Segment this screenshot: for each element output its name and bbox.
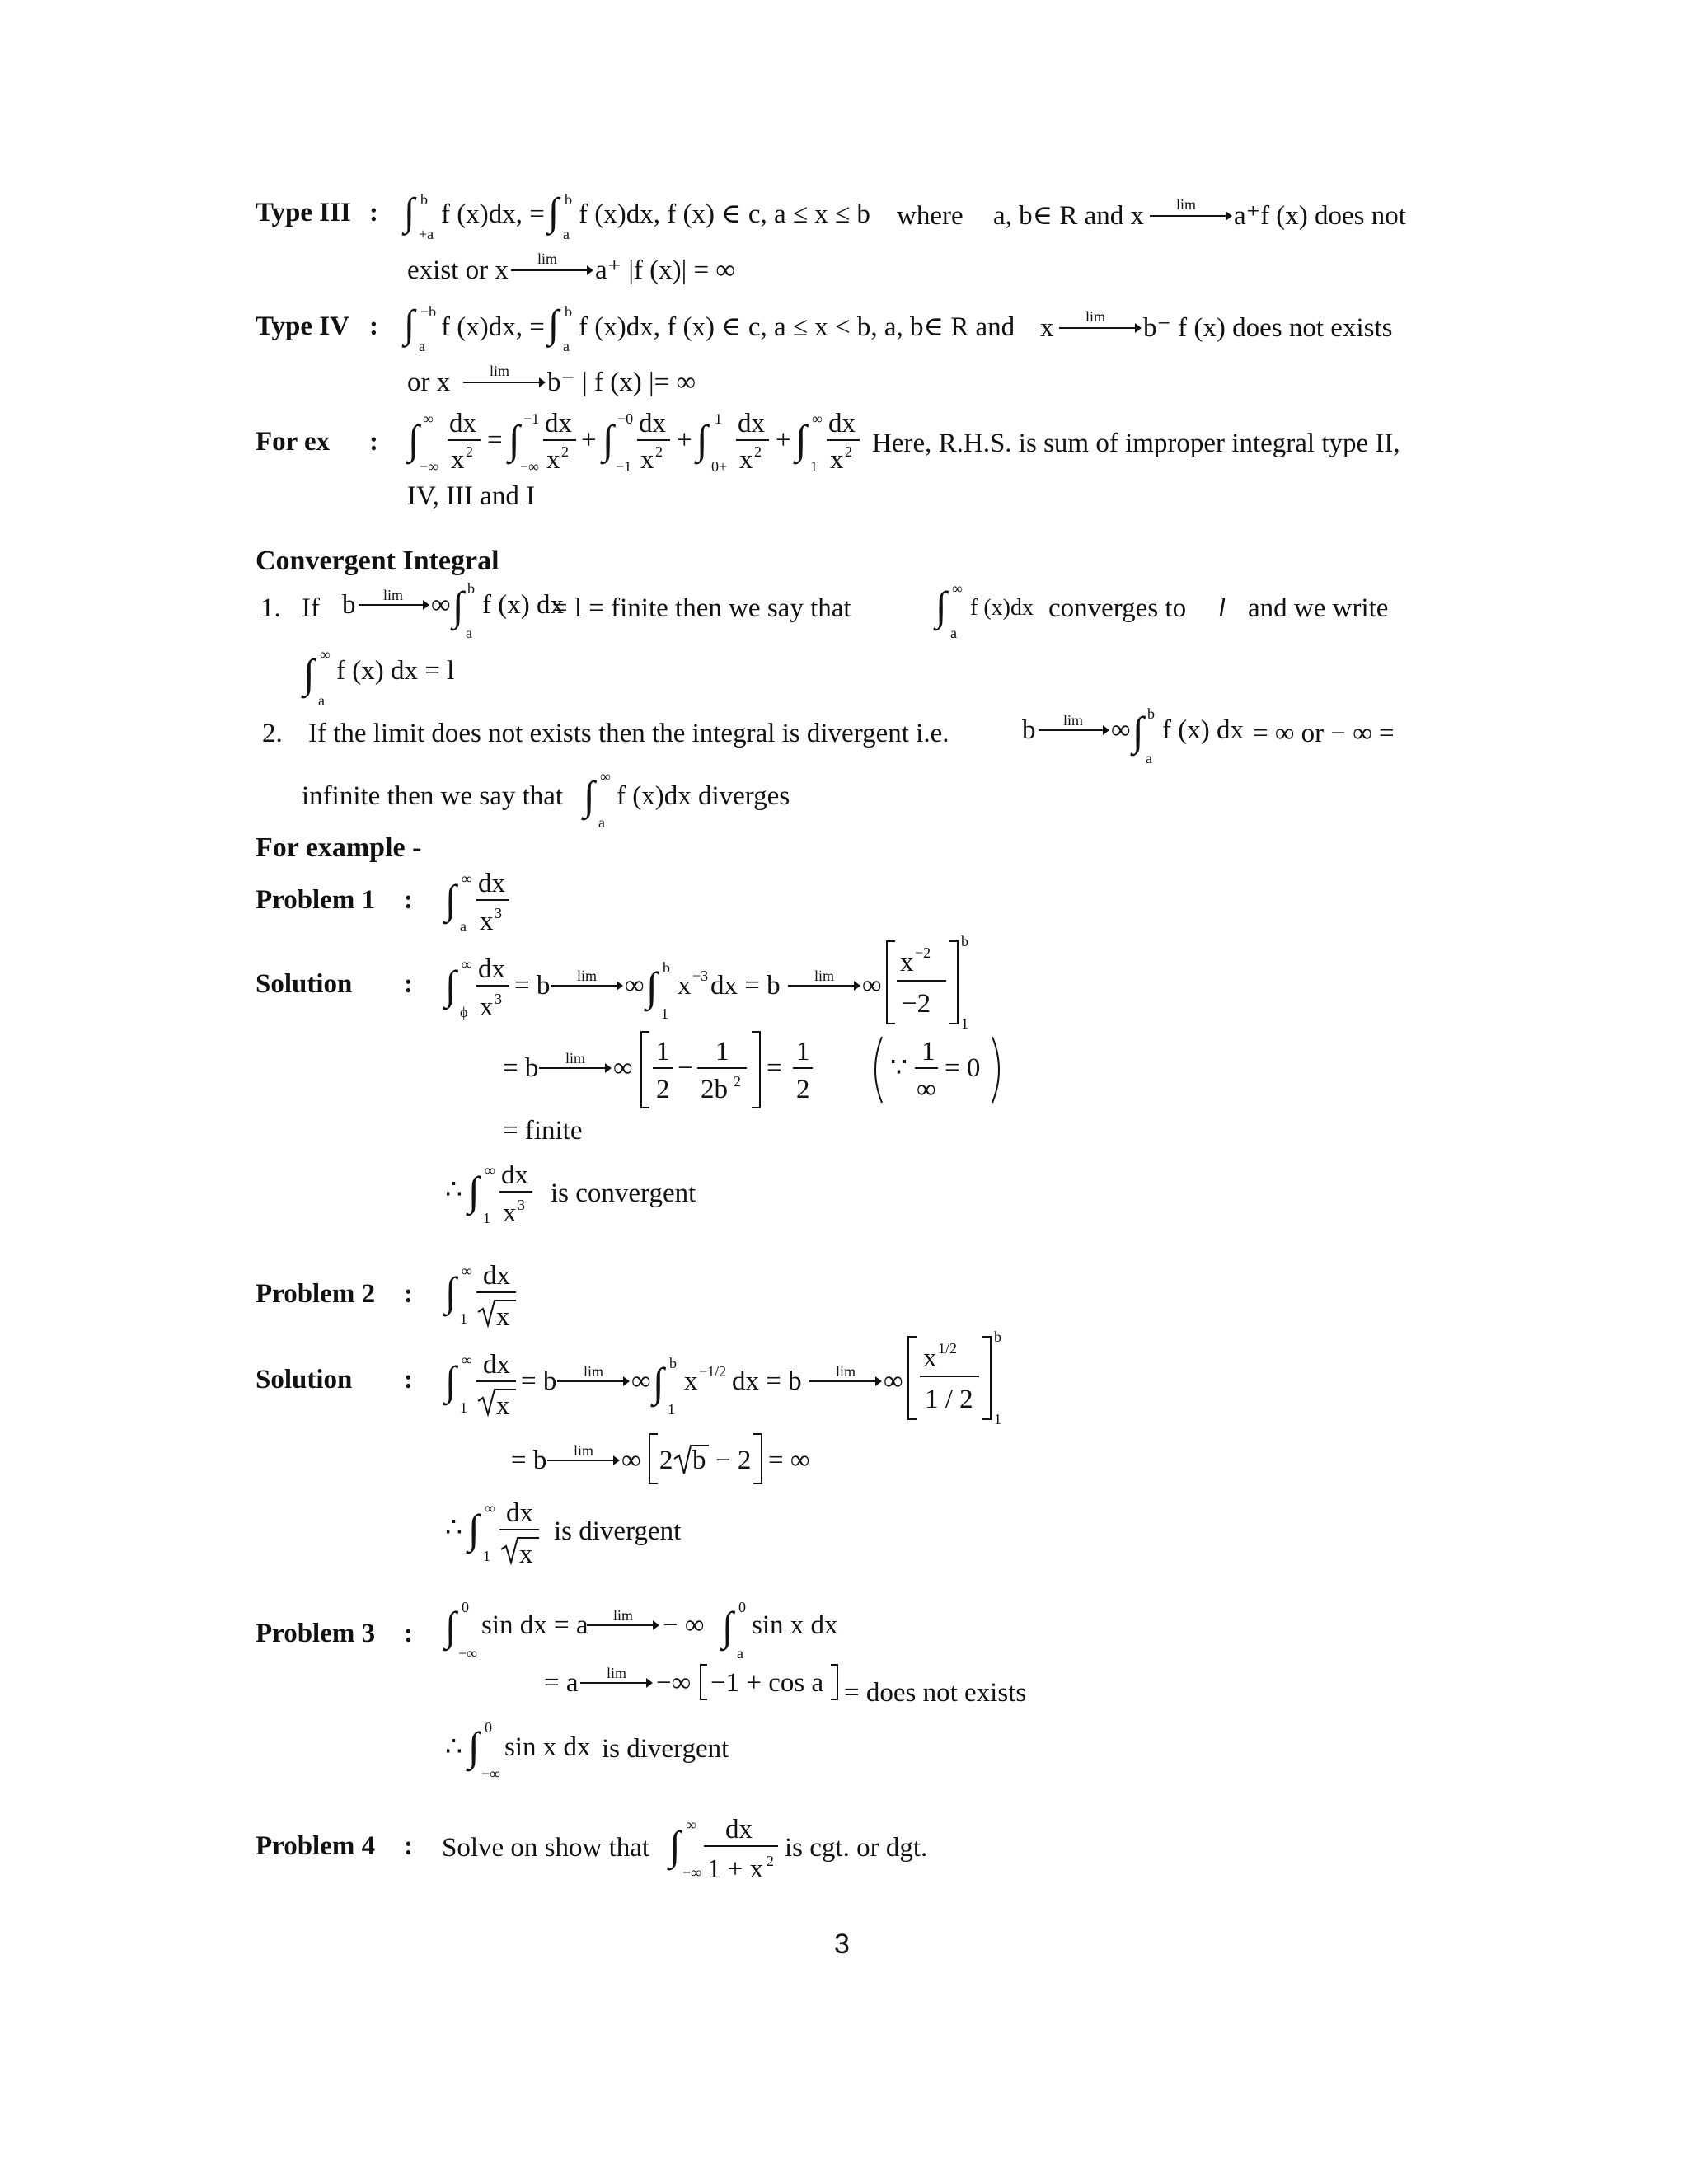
- svg-text:f (x) dx: f (x) dx: [1162, 715, 1244, 745]
- svg-text:3: 3: [495, 905, 502, 921]
- svg-text:0: 0: [738, 1599, 746, 1615]
- svg-text:−1: −1: [616, 458, 632, 475]
- problem1-integral: [445, 862, 544, 941]
- svg-text:= 0: = 0: [945, 1053, 981, 1083]
- type4-line2b: b⁻ | f (x) |= ∞: [547, 368, 696, 397]
- svg-text:∫: ∫: [445, 1603, 457, 1649]
- svg-text:a: a: [460, 918, 467, 935]
- svg-text:∫: ∫: [445, 1357, 457, 1404]
- svg-text:x: x: [519, 1540, 533, 1569]
- svg-text:∞: ∞: [631, 1366, 651, 1396]
- svg-text:∫: ∫: [408, 416, 420, 462]
- type4-line2a: or x: [407, 368, 451, 397]
- svg-text:1: 1: [656, 1037, 670, 1066]
- svg-text:dx: dx: [545, 409, 572, 438]
- svg-text:lim: lim: [574, 1442, 594, 1459]
- svg-text:x: x: [923, 1343, 937, 1373]
- svg-text:−: −: [678, 1053, 693, 1083]
- svg-text:lim: lim: [584, 1363, 604, 1380]
- svg-text:dx: dx: [483, 1350, 510, 1380]
- svg-text:∞: ∞: [952, 580, 963, 597]
- svg-text:−1: −1: [523, 410, 540, 427]
- svg-text:x: x: [496, 1302, 510, 1332]
- svg-text:∞: ∞: [1111, 715, 1131, 745]
- svg-text:b: b: [565, 303, 572, 320]
- svg-text:=: =: [487, 425, 503, 455]
- svg-text:lim: lim: [607, 1665, 627, 1681]
- svg-text:∫: ∫: [669, 1822, 681, 1868]
- item1-result: f (x) dx = l: [336, 656, 455, 686]
- examples-heading: For example -: [256, 832, 422, 863]
- svg-text:∫: ∫: [468, 1506, 480, 1552]
- svg-text:lim: lim: [383, 587, 404, 603]
- type3-lim-arrow-2: [511, 251, 593, 284]
- svg-text:a: a: [563, 226, 570, 242]
- svg-text:∫: ∫: [696, 416, 708, 462]
- svg-text:1: 1: [921, 1037, 935, 1066]
- svg-text:x: x: [900, 948, 914, 977]
- type3-colon: :: [369, 198, 378, 227]
- item1-text2: converges to: [1048, 593, 1187, 623]
- svg-text:1: 1: [810, 458, 818, 475]
- svg-text:∴: ∴: [445, 1175, 462, 1205]
- svg-text:lim: lim: [537, 251, 558, 267]
- svg-text:dx: dx: [639, 409, 666, 438]
- problem2-conclusion: is divergent: [554, 1516, 682, 1546]
- svg-text:∴: ∴: [445, 1732, 462, 1762]
- type4-after: b⁻ f (x) does not exists: [1143, 313, 1393, 343]
- svg-text:f (x)dx: f (x)dx: [970, 595, 1034, 621]
- svg-text:a: a: [1146, 750, 1152, 766]
- svg-text:∫: ∫: [935, 583, 947, 629]
- svg-text:1: 1: [460, 1399, 467, 1416]
- problem2-solution-label: Solution: [256, 1365, 353, 1394]
- problem2-label: Problem 2: [256, 1279, 376, 1309]
- svg-text:∫: ∫: [445, 962, 457, 1008]
- svg-text:lim: lim: [1176, 196, 1197, 213]
- svg-text:−b: −b: [420, 303, 437, 320]
- type4-formula: [404, 300, 1030, 358]
- svg-text:2: 2: [466, 443, 473, 460]
- svg-text:x: x: [830, 445, 844, 475]
- svg-text:a: a: [318, 692, 325, 709]
- svg-text:dx: dx: [478, 954, 505, 984]
- problem1-solution-label: Solution: [256, 969, 353, 999]
- type4-lim-arrow: [1059, 308, 1142, 341]
- svg-text:−∞: −∞: [458, 1645, 477, 1661]
- svg-text:−3: −3: [692, 968, 709, 984]
- problem2-conclusion-integral: [445, 1492, 552, 1574]
- svg-text:−∞: −∞: [481, 1765, 500, 1782]
- svg-text:lim: lim: [565, 1050, 586, 1066]
- svg-text:1: 1: [483, 1548, 490, 1564]
- svg-text:−∞: −∞: [656, 1668, 692, 1698]
- type3-cond: a, b∈ R and x: [993, 201, 1144, 231]
- forex-note2: IV, III and I: [407, 481, 536, 511]
- svg-text:lim: lim: [1085, 308, 1106, 325]
- type3-lim-arrow: [1150, 196, 1232, 229]
- svg-text:lim: lim: [1063, 712, 1084, 729]
- item1-if: If: [302, 593, 320, 623]
- svg-text:∞: ∞: [320, 646, 331, 663]
- svg-text:∴: ∴: [445, 1513, 462, 1543]
- svg-text:x: x: [678, 971, 692, 1001]
- svg-text:−∞: −∞: [420, 458, 438, 475]
- svg-text:∞: ∞: [812, 410, 823, 427]
- svg-text:= b: = b: [514, 971, 551, 1001]
- svg-text:∞: ∞: [917, 1075, 936, 1104]
- svg-text:− ∞: − ∞: [663, 1610, 705, 1640]
- svg-text:∞: ∞: [462, 1263, 472, 1279]
- type3-formula: [404, 188, 882, 246]
- item2-number: 2.: [262, 719, 283, 748]
- svg-text:2: 2: [655, 443, 663, 460]
- svg-text:f (x) dx: f (x) dx: [482, 590, 564, 620]
- type4-label: Type IV: [256, 312, 349, 341]
- svg-text:− 2: − 2: [715, 1446, 752, 1475]
- svg-text:x: x: [451, 445, 465, 475]
- svg-text:−0: −0: [617, 410, 634, 427]
- svg-text:∫: ∫: [584, 772, 595, 818]
- svg-text:1: 1: [661, 1005, 668, 1022]
- svg-text:∫: ∫: [795, 416, 807, 462]
- svg-text:= b: = b: [511, 1446, 547, 1475]
- type3-formula-right: f (x)dx, f (x) ∈ c, a ≤ x ≤ b: [579, 199, 870, 229]
- svg-text:∞: ∞: [600, 768, 611, 785]
- svg-text:dx: dx: [483, 1261, 510, 1291]
- type4-lim-arrow-2: [463, 363, 546, 396]
- svg-text:dx: dx: [478, 869, 505, 898]
- svg-text:x: x: [480, 992, 494, 1022]
- problem3-conclusion-integral: [445, 1714, 593, 1780]
- svg-text:lim: lim: [836, 1363, 856, 1380]
- svg-text:−∞: −∞: [682, 1864, 701, 1881]
- problem4-tail: is cgt. or dgt.: [785, 1833, 928, 1863]
- svg-text:2: 2: [754, 443, 762, 460]
- svg-text:x: x: [640, 445, 654, 475]
- svg-text:dx = b: dx = b: [710, 971, 781, 1001]
- svg-text:b: b: [961, 933, 968, 949]
- forex-label: For ex: [256, 427, 331, 457]
- forex-colon: :: [369, 427, 378, 457]
- svg-text:1 + x: 1 + x: [707, 1854, 764, 1884]
- svg-text:∫: ∫: [722, 1603, 734, 1649]
- svg-text:1: 1: [460, 1310, 467, 1327]
- svg-text:∫: ∫: [468, 1168, 480, 1214]
- type4-formula-left: f (x)dx, =: [441, 312, 545, 342]
- svg-text:b: b: [669, 1355, 677, 1371]
- svg-text:∞: ∞: [884, 1366, 903, 1396]
- item2-line2: infinite then we say that: [302, 781, 564, 811]
- svg-text:+: +: [776, 425, 791, 455]
- svg-text:1: 1: [715, 410, 722, 427]
- svg-text:b: b: [342, 590, 356, 620]
- problem4-label: Problem 4: [256, 1831, 376, 1861]
- svg-text:2: 2: [561, 443, 569, 460]
- page-number: 3: [834, 1929, 850, 1960]
- svg-text:∫: ∫: [548, 190, 560, 234]
- svg-text:3: 3: [495, 991, 502, 1007]
- svg-text:1: 1: [994, 1411, 1001, 1427]
- svg-text:x: x: [496, 1391, 510, 1421]
- problem3-line1: [445, 1597, 874, 1663]
- svg-text:sin x dx: sin x dx: [752, 1610, 838, 1640]
- svg-text:a: a: [950, 625, 957, 641]
- svg-text:∞: ∞: [462, 1352, 472, 1368]
- problem3-label: Problem 3: [256, 1619, 376, 1648]
- svg-text:b: b: [663, 959, 670, 976]
- type4-formula-right: f (x)dx, f (x) ∈ c, a ≤ x < b, a, b∈ R and: [579, 312, 1015, 342]
- problem1-solution-line1: [445, 933, 1022, 1032]
- svg-text:−1/2: −1/2: [699, 1363, 727, 1380]
- svg-text:∞: ∞: [862, 971, 882, 1001]
- svg-text:∞: ∞: [621, 1446, 641, 1475]
- svg-text:∞: ∞: [625, 971, 645, 1001]
- svg-text:b: b: [994, 1329, 1001, 1345]
- svg-text:dx = b: dx = b: [732, 1366, 802, 1396]
- svg-text:dx: dx: [449, 409, 476, 438]
- svg-text:+: +: [581, 425, 597, 455]
- svg-text:∫: ∫: [548, 302, 560, 346]
- svg-text:∞: ∞: [431, 590, 451, 620]
- problem1-conclusion-integral: [445, 1154, 544, 1233]
- svg-text:2: 2: [659, 1446, 673, 1475]
- problem1-solution-line2: [503, 1029, 1014, 1119]
- problem4-text: Solve on show that: [442, 1833, 650, 1863]
- type3-line2b: a⁺ |f (x)| = ∞: [595, 255, 735, 285]
- svg-text:∫: ∫: [445, 876, 457, 922]
- type3-line2a: exist or x: [407, 255, 509, 285]
- svg-text:b: b: [1147, 705, 1155, 722]
- svg-text:= b: = b: [521, 1366, 557, 1396]
- svg-text:0: 0: [462, 1599, 469, 1615]
- problem1-conclusion: is convergent: [551, 1179, 696, 1208]
- svg-text:2: 2: [734, 1073, 741, 1090]
- svg-text:−1 + cos a: −1 + cos a: [710, 1668, 824, 1698]
- svg-text:b: b: [692, 1446, 706, 1475]
- problem2-solution-line2: [511, 1431, 857, 1497]
- svg-text:b: b: [1022, 715, 1036, 745]
- svg-text:∞: ∞: [462, 870, 472, 887]
- svg-text:∫: ∫: [1132, 708, 1144, 754]
- svg-text:∫: ∫: [452, 583, 464, 629]
- svg-text:b: b: [420, 191, 428, 208]
- svg-text:∫: ∫: [445, 1268, 457, 1315]
- svg-text:a: a: [419, 338, 425, 354]
- forex-note: Here, R.H.S. is sum of improper integral type II,: [872, 429, 1400, 458]
- type3-label: Type III: [256, 198, 351, 227]
- svg-text:lim: lim: [814, 968, 835, 984]
- item1-l: l: [1218, 593, 1226, 623]
- svg-text:−2: −2: [902, 989, 931, 1019]
- type4-colon: :: [369, 312, 378, 341]
- svg-text:∫: ∫: [603, 416, 614, 462]
- item1-text: = l = finite then we say that: [552, 593, 851, 623]
- svg-text:0+: 0+: [711, 458, 728, 475]
- svg-text:1: 1: [796, 1037, 810, 1066]
- convergent-heading: Convergent Integral: [256, 546, 499, 576]
- svg-text:∞: ∞: [462, 956, 472, 972]
- svg-text:= b: = b: [503, 1053, 539, 1083]
- svg-text:∵: ∵: [890, 1053, 907, 1083]
- svg-text:∫: ∫: [404, 302, 415, 346]
- problem3-line2: [544, 1657, 824, 1706]
- svg-text:lim: lim: [490, 363, 510, 379]
- problem3-dne: = does not exists: [844, 1678, 1027, 1708]
- svg-text:a: a: [598, 814, 605, 831]
- svg-text:= a: = a: [544, 1668, 579, 1698]
- svg-text:x: x: [480, 907, 494, 936]
- type3-where: where: [897, 201, 964, 231]
- svg-text:dx: dx: [828, 409, 856, 438]
- type3-after: a⁺f (x) does not: [1234, 201, 1406, 231]
- svg-text:∫: ∫: [468, 1723, 480, 1769]
- svg-text:1: 1: [961, 1015, 968, 1032]
- svg-text:−2: −2: [915, 944, 931, 961]
- svg-text:∫: ∫: [404, 190, 415, 234]
- problem1-label: Problem 1: [256, 885, 376, 915]
- svg-text:1: 1: [668, 1401, 675, 1418]
- svg-text:∞: ∞: [686, 1816, 696, 1833]
- svg-text:1: 1: [483, 1210, 490, 1226]
- problem2-integral: [445, 1254, 544, 1337]
- svg-text:1/2: 1/2: [938, 1340, 958, 1357]
- svg-text:∫: ∫: [509, 416, 520, 462]
- svg-text:dx: dx: [506, 1498, 533, 1528]
- svg-text:dx: dx: [501, 1160, 528, 1190]
- svg-text:∫: ∫: [303, 650, 315, 696]
- svg-text:1: 1: [715, 1037, 729, 1066]
- svg-text:a: a: [563, 338, 570, 354]
- item2-tail: = ∞ or − ∞ =: [1253, 719, 1395, 748]
- problem3-conclusion: is divergent: [602, 1734, 729, 1764]
- svg-text:b: b: [565, 191, 572, 208]
- svg-text:3: 3: [518, 1197, 525, 1213]
- svg-text:lim: lim: [577, 968, 598, 984]
- svg-text:∞: ∞: [613, 1053, 633, 1083]
- svg-text:2: 2: [796, 1075, 810, 1104]
- item1-integral: [935, 580, 1051, 640]
- svg-text:0: 0: [485, 1719, 492, 1736]
- problem4-integral: [669, 1808, 785, 1891]
- svg-text:2: 2: [767, 1853, 774, 1869]
- forex-formula: [408, 404, 870, 482]
- svg-text:dx: dx: [738, 409, 765, 438]
- svg-text:=: =: [767, 1053, 782, 1083]
- svg-text:x: x: [503, 1198, 517, 1228]
- svg-text:x: x: [546, 445, 560, 475]
- svg-text:lim: lim: [613, 1607, 634, 1624]
- svg-text:+a: +a: [419, 226, 434, 242]
- item2-text: If the limit does not exists then the integral is divergent i.e.: [308, 719, 950, 748]
- svg-text:+: +: [677, 425, 692, 455]
- problem1-finite: = finite: [503, 1116, 583, 1146]
- item1-text3: and we write: [1248, 593, 1389, 623]
- type3-formula-left: f (x)dx, =: [441, 199, 545, 229]
- svg-text:−∞: −∞: [520, 458, 539, 475]
- svg-text:∞: ∞: [423, 410, 434, 427]
- svg-text:∫: ∫: [646, 963, 658, 1010]
- svg-text:2b: 2b: [701, 1075, 728, 1104]
- svg-text:∞: ∞: [485, 1162, 495, 1179]
- svg-text:a: a: [466, 625, 472, 641]
- item2-line2b: f (x)dx diverges: [617, 781, 790, 811]
- svg-text:x: x: [684, 1366, 698, 1396]
- svg-text:1 / 2: 1 / 2: [925, 1385, 973, 1414]
- item1-number: 1.: [260, 593, 281, 623]
- problem2-solution-line1: [445, 1329, 1039, 1427]
- svg-text:sin dx = a: sin dx = a: [481, 1610, 588, 1640]
- svg-text:b: b: [467, 580, 475, 597]
- svg-text:dx: dx: [725, 1815, 753, 1844]
- svg-text:a: a: [737, 1645, 743, 1661]
- svg-text:sin x dx: sin x dx: [504, 1732, 591, 1762]
- svg-text:2: 2: [656, 1075, 670, 1104]
- svg-text:2: 2: [845, 443, 852, 460]
- svg-text:∫: ∫: [653, 1359, 664, 1405]
- svg-text:= ∞: = ∞: [768, 1446, 810, 1475]
- svg-text:ϕ: ϕ: [460, 1004, 468, 1020]
- svg-text:∞: ∞: [485, 1500, 495, 1516]
- svg-text:x: x: [739, 445, 753, 475]
